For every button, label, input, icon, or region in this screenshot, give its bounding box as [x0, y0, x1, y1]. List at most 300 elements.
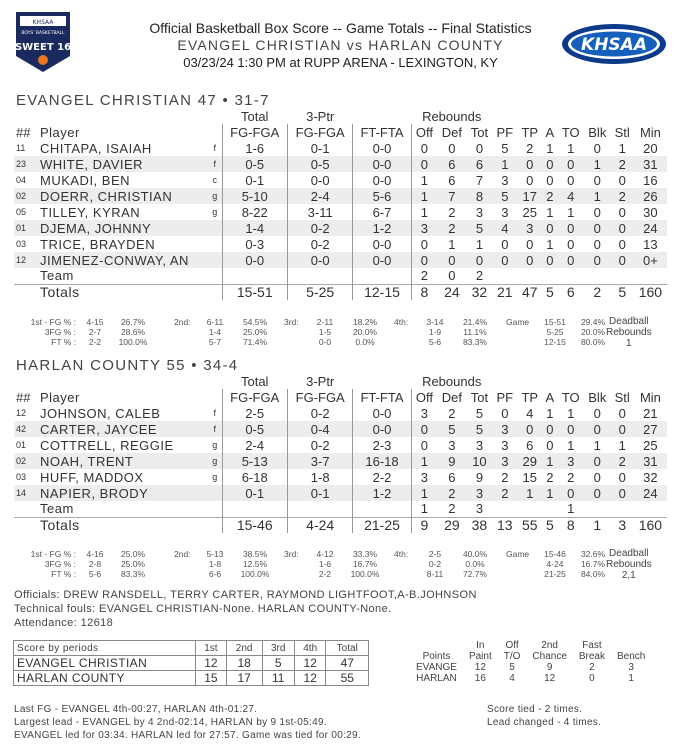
stat-tot: 6 — [467, 156, 493, 172]
stat-def: 0 — [448, 140, 456, 156]
stat-to: 1 — [567, 405, 575, 421]
stat-fg3: 2-4 — [287, 188, 352, 204]
player-number: 42 — [14, 421, 38, 437]
player-position: g — [212, 471, 218, 482]
player-name: DJEMA, JOHNNY — [38, 220, 208, 236]
stat-ft: 1-2 — [353, 220, 411, 236]
stat-tp: 2 — [526, 140, 534, 156]
pct-period-label: 2nd: — [174, 317, 191, 327]
stat-tp: 0 — [526, 236, 534, 252]
pct-value: 3FG % : — [44, 327, 76, 337]
player-position — [208, 236, 222, 252]
col-3ptr: 3-Ptr — [306, 108, 335, 124]
stat-fg: 0-5 — [222, 156, 287, 172]
total-ft: 12-15 — [353, 284, 411, 300]
stat-min: 30 — [643, 204, 658, 220]
player-name: HUFF, MADDOX — [40, 469, 144, 485]
player-row — [14, 485, 667, 501]
stat-a: 1 — [546, 204, 554, 220]
pct-value: 1-4 — [208, 327, 222, 337]
stat-tp — [517, 501, 542, 517]
logo-line-3: SWEET 16 — [14, 42, 72, 53]
total-to: 8 — [558, 517, 584, 533]
total-stl: 3 — [611, 517, 634, 533]
stat-pf: 1 — [492, 156, 517, 172]
stat-stl: 2 — [611, 156, 634, 172]
stat-stl — [611, 268, 634, 284]
stat-stl: 0 — [618, 204, 626, 220]
stat-def: 0 — [437, 252, 466, 268]
total-to: 6 — [558, 284, 584, 300]
stat-to: 0 — [558, 156, 584, 172]
team-1-header: EVANGEL CHRISTIAN 47 • 31-7 — [16, 92, 270, 109]
stat-blk: 0 — [593, 172, 601, 188]
stat-fg: 0-5 — [222, 421, 287, 437]
player-position: f — [213, 407, 216, 418]
player-name: COTTRELL, REGGIE — [40, 437, 174, 453]
player-position: c — [212, 174, 217, 185]
stat-blk — [584, 501, 611, 517]
pct-period-label: 4th: — [394, 317, 409, 327]
pct-value: 2-8 — [88, 559, 102, 569]
pct-value: 12.5% — [242, 559, 268, 569]
stat-ft: 0-0 — [353, 405, 411, 421]
pct-period-label: 3rd: — [284, 317, 299, 327]
stat-to — [558, 268, 584, 284]
player-position — [208, 501, 222, 517]
pct-value: 2-2 — [318, 569, 332, 579]
player-row — [14, 501, 667, 517]
stat-fg3: 0-2 — [287, 220, 352, 236]
player-row — [14, 172, 667, 188]
pct-value: 8-11 — [426, 569, 444, 579]
stat-stl: 0 — [611, 252, 634, 268]
stat-ft: 2-2 — [353, 469, 411, 485]
stat-def: 2 — [437, 220, 466, 236]
total-fg3: 5-25 — [287, 284, 352, 300]
player-number: 12 — [16, 407, 27, 418]
stat-def: 9 — [437, 453, 466, 469]
stat-blk: 0 — [584, 252, 611, 268]
player-number: 04 — [16, 174, 27, 185]
stat-tp: 17 — [517, 188, 542, 204]
stat-pf: 3 — [501, 172, 509, 188]
stat-to: 1 — [567, 204, 575, 220]
team-1-box-score: Total 3-Ptr Rebounds ## Player FG-FGA FG-FGA FT-FTA Off Def Tot PF TP A TO Blk Stl Min 11 CHITAPA, ISAIAH f 1-6 0-1 0-0 0 0 0 5 2 1 1 0 1 20 23 WHITE, DAVIER f 0-5 0-5 0-0 0 6 6 1 0 0 0 1 2 31 04 MUKADI, BEN c 0-1 0-0 0-0 1 6 7 3 0 0 0 0 0 16 02 DOERR, CHRISTIAN g 5-10 2-4 5-6 1 7 8 5 17 2 4 1 2 26 05 TILLEY, KYRAN g 8-22 3-11 6-7 1 2 3 3 25 1 1 0 0 30 01 DJEMA, JOHNNY 1-4 0-2 1-2 3 2 5 4 3 0 0 0 0 24 03 TRICE, BRAYDEN 0-3 0-2 0-0 0 1 1 0 0 1 0 0 0 13 12 JIMENEZ-CONWAY, AN 0-0 0-0 0-0 0 0 0 0 0 0 0 0 0 0+ Team 2 0 2 Totals 15-51 5-25 12-15 8 24 32 21 47 5 6 2 5 160 — [14, 108, 667, 300]
game-datetime: 03/23/24 1:30 PM at RUPP ARENA - LEXINGTON, KY — [183, 55, 498, 70]
stat-stl: 2 — [611, 188, 634, 204]
technical-fouls: Technical fouls: EVANGEL CHRISTIAN-None. HARLAN COUNTY-None. — [14, 603, 392, 615]
total-tp: 47 — [517, 284, 542, 300]
player-row — [14, 421, 667, 437]
total-def: 24 — [437, 284, 466, 300]
pct-value: 33.3% — [352, 549, 378, 559]
pct-value: 0-0 — [318, 337, 332, 347]
player-position: f — [208, 156, 222, 172]
player-row — [14, 156, 667, 172]
stat-min: 20 — [643, 140, 658, 156]
stat-tot: 8 — [467, 188, 493, 204]
pct-value: 100.0% — [350, 569, 380, 579]
totals-label: Totals — [38, 517, 208, 533]
stat-fg3: 3-7 — [287, 453, 352, 469]
stat-ft — [353, 268, 411, 284]
stat-min: 0+ — [634, 252, 667, 268]
stat-def: 2 — [448, 501, 456, 517]
stat-pf: 5 — [501, 140, 509, 156]
stat-min — [634, 268, 667, 284]
svg-text:KHSAA: KHSAA — [581, 35, 647, 55]
officials: Officials: DREW RANSDELL, TERRY CARTER, RAYMOND LIGHTFOOT,A-B.JOHNSON — [14, 589, 477, 601]
col-rebounds: Rebounds — [422, 108, 482, 124]
stat-fg: 5-10 — [222, 188, 287, 204]
stat-tot: 1 — [475, 236, 484, 252]
stat-pf: 4 — [492, 220, 517, 236]
points-breakdown: In Off 2nd Fast Points Paint T/O Chance Break Bench EVANGE 12 5 9 2 3 HARLAN 16 4 12 0 1 — [416, 640, 646, 684]
stat-min: 26 — [634, 188, 667, 204]
stat-tot: 3 — [475, 204, 484, 220]
stat-off: 0 — [411, 437, 437, 453]
stat-def: 5 — [437, 421, 466, 437]
stat-a: 1 — [546, 405, 554, 421]
total-def: 29 — [437, 517, 466, 533]
stat-fg: 8-22 — [222, 204, 287, 220]
stat-a: 0 — [546, 437, 554, 453]
stat-to: 1 — [567, 501, 575, 517]
total-off: 8 — [411, 284, 437, 300]
player-row — [14, 469, 667, 485]
stat-fg: 0-1 — [222, 485, 287, 501]
pct-value: 5-6 — [88, 569, 102, 579]
stat-to: 2 — [567, 469, 575, 485]
stat-ft — [353, 501, 411, 517]
stat-fg3: 0-0 — [287, 252, 352, 268]
stat-def: 1 — [448, 236, 456, 252]
stat-off: 1 — [411, 501, 437, 517]
pct-value: 11.1% — [463, 327, 487, 337]
stat-a: 0 — [542, 252, 557, 268]
stat-tot: 5 — [467, 220, 493, 236]
stat-off: 2 — [411, 268, 437, 284]
score-by-periods: Score by periods 1st 2nd 3rd 4th Total EVANGEL CHRISTIAN 12 18 5 12 47 HARLAN COUNTY 15 17 11 12 55 — [13, 640, 369, 686]
stat-tp: 0 — [517, 252, 542, 268]
player-row — [14, 204, 667, 220]
stat-tot: 3 — [475, 501, 484, 517]
player-number: 01 — [14, 220, 38, 236]
player-number — [14, 268, 38, 284]
player-number: 02 — [14, 453, 38, 469]
pct-value: 4-16 — [86, 549, 104, 559]
stat-pf — [492, 501, 517, 517]
pct-value: 4-15 — [86, 317, 104, 327]
total-fg: 15-46 — [222, 517, 287, 533]
player-name: MUKADI, BEN — [40, 172, 131, 188]
pct-value: 2-7 — [88, 327, 102, 337]
stat-a — [542, 268, 557, 284]
stat-tot: 3 — [467, 485, 493, 501]
pct-value: 54.5% — [242, 317, 268, 327]
stat-pf: 5 — [492, 188, 517, 204]
player-row — [14, 236, 667, 252]
player-position: g — [212, 206, 218, 217]
stat-pf: 0 — [501, 405, 509, 421]
pct-value: 18.2% — [352, 317, 378, 327]
stat-def: 6 — [437, 156, 466, 172]
player-name: Team — [40, 268, 74, 284]
total-blk: 2 — [584, 284, 611, 300]
player-position: g — [208, 188, 222, 204]
stat-off: 0 — [411, 252, 437, 268]
stat-pf: 0 — [492, 252, 517, 268]
player-row — [14, 188, 667, 204]
stat-fg: 0-0 — [222, 252, 287, 268]
total-off: 9 — [411, 517, 437, 533]
stat-a: 0 — [542, 220, 557, 236]
stat-off: 3 — [411, 220, 437, 236]
stat-tot: 2 — [475, 268, 484, 284]
stat-stl: 0 — [618, 172, 626, 188]
total-tp: 55 — [517, 517, 542, 533]
stat-fg3: 0-2 — [287, 437, 352, 453]
player-number: 11 — [16, 142, 26, 153]
stat-stl: 0 — [611, 421, 634, 437]
pct-value: 100.0% — [240, 569, 270, 579]
player-name: DOERR, CHRISTIAN — [38, 188, 208, 204]
team-1-deadball: Deadball Rebounds 1 — [606, 316, 652, 349]
stat-stl: 0 — [618, 236, 626, 252]
stat-def: 6 — [448, 172, 456, 188]
pct-value: 0.0% — [355, 337, 375, 347]
team-1-player-rows — [14, 140, 667, 300]
player-position — [208, 268, 222, 284]
stat-a — [542, 501, 557, 517]
stat-pf — [492, 268, 517, 284]
pct-period-label: 2nd: — [174, 549, 191, 559]
stat-a: 2 — [542, 188, 557, 204]
pct-value: 4-12 — [316, 549, 334, 559]
pct-value: 20.0% — [352, 327, 378, 337]
pct-value: 2-11 — [316, 317, 334, 327]
player-row — [14, 140, 667, 156]
stat-fg3: 0-4 — [287, 421, 352, 437]
stat-a: 1 — [546, 236, 554, 252]
stat-off: 3 — [411, 469, 437, 485]
pct-value: FT % : — [51, 337, 76, 347]
stat-min: 25 — [643, 437, 658, 453]
player-position: f — [208, 421, 222, 437]
stat-pf: 3 — [501, 204, 509, 220]
largest-lead: Largest lead - EVANGEL by 4 2nd-02:14, HARLAN by 9 1st-05:49. — [14, 717, 327, 728]
stat-ft: 0-0 — [353, 140, 411, 156]
stat-tot: 0 — [467, 252, 493, 268]
stat-blk: 0 — [593, 140, 601, 156]
pct-value: 16.7% — [352, 559, 378, 569]
stat-def: 7 — [437, 188, 466, 204]
last-fg: Last FG - EVANGEL 4th-00:27, HARLAN 4th-01:27. — [14, 704, 258, 715]
stat-a: 2 — [546, 469, 554, 485]
player-position — [208, 252, 222, 268]
pct-value: 38.5% — [242, 549, 268, 559]
stat-off: 0 — [411, 236, 437, 252]
stat-off: 0 — [411, 156, 437, 172]
pct-value: 100.0% — [118, 337, 148, 347]
stat-fg — [222, 268, 287, 284]
stat-min: 27 — [634, 421, 667, 437]
stat-off: 3 — [411, 405, 437, 421]
stat-fg: 2-4 — [222, 437, 287, 453]
stat-min: 21 — [643, 405, 658, 421]
lead-changed: Lead changed - 4 times. — [487, 717, 602, 728]
stat-tp: 3 — [517, 220, 542, 236]
col-total: Total — [240, 108, 269, 124]
team-2-deadball: Deadball Rebounds 2,1 — [606, 548, 652, 581]
stat-off: 1 — [411, 485, 437, 501]
stat-ft: 0-0 — [353, 421, 411, 437]
khsaa-logo — [560, 22, 668, 66]
stat-a: 1 — [546, 140, 554, 156]
player-number: 02 — [14, 188, 38, 204]
stat-to: 0 — [567, 172, 575, 188]
stat-tp: 0 — [517, 421, 542, 437]
stat-tot: 10 — [467, 453, 493, 469]
stat-tp: 6 — [526, 437, 534, 453]
pct-value: 26.7% — [120, 317, 146, 327]
player-name: Team — [40, 501, 74, 517]
player-name: JOHNSON, CALEB — [40, 405, 161, 421]
stat-tot: 3 — [475, 437, 484, 453]
stat-stl: 1 — [618, 437, 626, 453]
stat-to: 0 — [558, 421, 584, 437]
stat-ft: 0-0 — [353, 156, 411, 172]
stat-tot: 7 — [475, 172, 484, 188]
stat-pf: 3 — [501, 437, 509, 453]
stat-tot: 9 — [475, 469, 484, 485]
pct-value: 12-15 — [544, 337, 566, 347]
pct-value: 25.0% — [120, 549, 146, 559]
stat-fg: 1-6 — [222, 140, 287, 156]
player-number: 03 — [16, 471, 27, 482]
pct-value: 2-2 — [88, 337, 102, 347]
stat-stl: 1 — [618, 140, 626, 156]
total-ft: 21-25 — [353, 517, 411, 533]
stat-fg: 0-1 — [222, 172, 287, 188]
team-2-player-rows — [14, 405, 667, 533]
stat-def: 0 — [448, 268, 456, 284]
player-name: CHITAPA, ISAIAH — [40, 140, 152, 156]
pct-value: 4-24 — [546, 559, 564, 569]
pct-value: 5-7 — [208, 337, 222, 347]
total-a: 5 — [542, 517, 557, 533]
pct-value: 28.6% — [120, 327, 146, 337]
player-name: CARTER, JAYCEE — [38, 421, 208, 437]
stat-def: 6 — [448, 469, 456, 485]
pct-value: 84.0% — [580, 569, 606, 579]
stat-off: 0 — [411, 140, 437, 156]
player-number: 14 — [14, 485, 38, 501]
pct-value: 83.3% — [120, 569, 146, 579]
stat-to: 1 — [567, 437, 575, 453]
total-a: 5 — [542, 284, 557, 300]
player-row — [14, 220, 667, 236]
stat-to: 0 — [558, 220, 584, 236]
player-row — [14, 453, 667, 469]
stat-stl: 0 — [618, 469, 626, 485]
stat-pf: 2 — [501, 469, 509, 485]
stat-tot: 5 — [475, 405, 484, 421]
stat-min: 24 — [634, 220, 667, 236]
total-pf: 13 — [492, 517, 517, 533]
stat-a: 1 — [542, 453, 557, 469]
pct-value: 1-6 — [318, 559, 332, 569]
total-fg3: 4-24 — [287, 517, 352, 533]
stat-ft: 1-2 — [353, 485, 411, 501]
stat-tp: 25 — [522, 204, 537, 220]
pct-value: 1-5 — [318, 327, 332, 337]
pct-value: 25.0% — [242, 327, 268, 337]
pct-value: 15-46 — [544, 549, 566, 559]
total-stl: 5 — [611, 284, 634, 300]
player-name: NOAH, TRENT — [38, 453, 208, 469]
pct-value: 20.0% — [580, 327, 606, 337]
stat-ft: 0-0 — [353, 172, 411, 188]
stat-fg — [222, 501, 287, 517]
stat-blk: 0 — [584, 220, 611, 236]
pct-period-label: Game — [506, 317, 530, 327]
pct-value: 16.7% — [580, 559, 606, 569]
pct-value: 21-25 — [544, 569, 566, 579]
stat-off: 1 — [411, 204, 437, 220]
totals-row — [14, 517, 667, 533]
pct-value: 72.7% — [462, 569, 488, 579]
stat-fg: 0-3 — [222, 236, 287, 252]
stat-def: 2 — [448, 204, 456, 220]
stat-fg: 6-18 — [222, 469, 287, 485]
pct-value: 1-8 — [208, 559, 222, 569]
stat-tp: 15 — [522, 469, 537, 485]
score-tied: Score tied - 2 times. — [487, 704, 583, 715]
stat-to: 0 — [558, 252, 584, 268]
stat-stl: 0 — [618, 405, 626, 421]
player-row — [14, 405, 667, 421]
stat-min: 31 — [634, 453, 667, 469]
stat-min: 16 — [643, 172, 658, 188]
pct-period-label: 4th: — [394, 549, 409, 559]
total-min: 160 — [634, 284, 667, 300]
stat-blk: 0 — [593, 204, 601, 220]
pct-value: 32.6% — [580, 549, 606, 559]
stat-fg: 2-5 — [222, 405, 287, 421]
stat-to: 3 — [558, 453, 584, 469]
led-for: EVANGEL led for 03:34. HARLAN led for 27:57. Game was tied for 00:29. — [14, 730, 361, 741]
stat-stl — [611, 501, 634, 517]
stat-def: 2 — [448, 405, 456, 421]
stat-to: 0 — [558, 485, 584, 501]
pct-value: 80.0% — [580, 337, 606, 347]
player-name: WHITE, DAVIER — [38, 156, 208, 172]
player-number: 01 — [16, 439, 27, 450]
pct-value: 83.3% — [462, 337, 488, 347]
stat-fg3: 1-8 — [287, 469, 352, 485]
stat-stl: 2 — [611, 453, 634, 469]
total-pf: 21 — [492, 284, 517, 300]
stat-pf: 3 — [492, 421, 517, 437]
stat-fg3: 0-5 — [287, 156, 352, 172]
player-number: 12 — [14, 252, 38, 268]
team-2-box-score: Total 3-Ptr Rebounds ## Player FG-FGA FG-FGA FT-FTA Off Def Tot PF TP A TO Blk Stl Min 12 JOHNSON, CALEB f 2-5 0-2 0-0 3 2 5 0 4 1 1 0 0 21 42 CARTER, JAYCEE f 0-5 0-4 0-0 0 5 5 3 0 0 0 0 0 27 01 COTTRELL, REGGIE g 2-4 0-2 2-3 0 3 3 3 6 0 1 1 1 25 02 NOAH, TRENT g 5-13 3-7 16-18 1 9 10 3 29 1 3 0 2 31 03 HUFF, MADDOX g 6-18 1-8 2-2 3 6 9 2 15 2 2 0 0 32 14 NAPIER, BRODY 0-1 0-1 1-2 1 2 3 2 1 1 0 0 0 24 Team 1 2 3 1 Totals 15-46 4-24 21-25 9 29 38 13 55 5 8 1 3 160 — [14, 373, 667, 533]
stat-fg3: 0-2 — [287, 405, 352, 421]
stat-to: 4 — [558, 188, 584, 204]
pct-period-label: 3rd: — [284, 549, 299, 559]
